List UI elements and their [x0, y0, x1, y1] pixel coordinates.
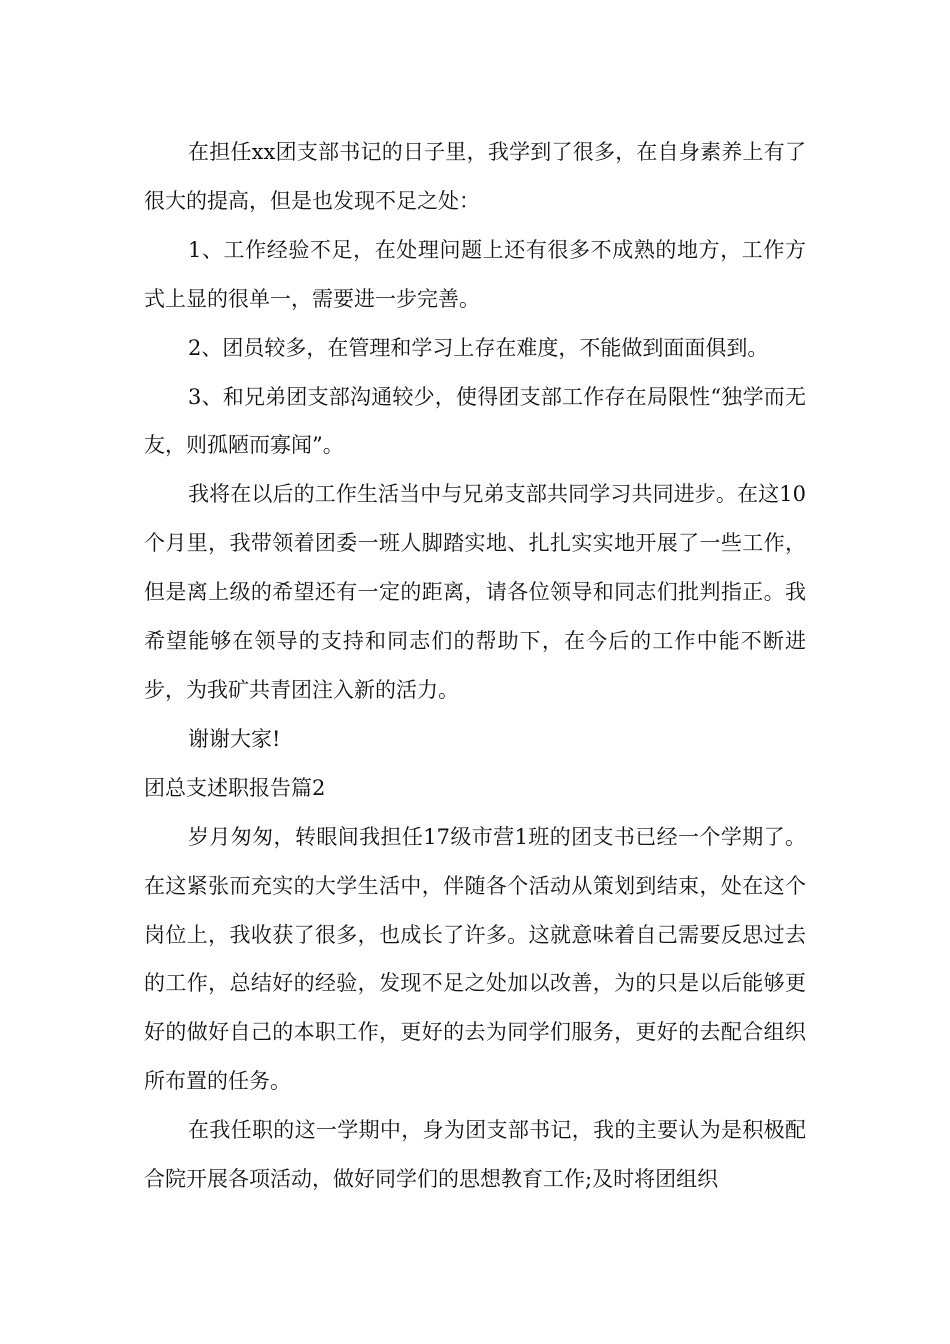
section-paragraph-2: 在我任职的这一学期中，身为团支部书记，我的主要认为是积极配合院开展各项活动，做好同学们的思想教育工作;及时将团组织	[144, 1118, 806, 1192]
paragraph-conclusion: 我将在以后的工作生活当中与兄弟支部共同学习共同进步。在这10个月里，我带领着团委一班人脚踏实地、扎扎实实地开展了一些工作，但是离上级的希望还有一定的距离，请各位领导和同志们批判指正。我希望能够在领导的支持和同志们的帮助下，在今后的工作中能不断进步，为我矿共青团注入新的活力。	[144, 482, 806, 702]
paragraph-point-1: 1、工作经验不足，在处理问题上还有很多不成熟的地方，工作方式上显的很单一，需要进一步完善。	[144, 237, 806, 311]
section-heading: 团总支述职报告篇2	[144, 775, 326, 800]
paragraph-intro: 在担任xx团支部书记的日子里，我学到了很多，在自身素养上有了很大的提高，但是也发现不足之处：	[144, 140, 806, 213]
paragraph-point-3: 3、和兄弟团支部沟通较少，使得团支部工作存在局限性“独学而无友，则孤陋而寡闻”。	[144, 384, 806, 458]
paragraph-point-2: 2、团员较多，在管理和学习上存在难度，不能做到面面俱到。	[188, 335, 769, 360]
document-body	[144, 128, 806, 1204]
paragraph-thanks: 谢谢大家!	[188, 726, 281, 751]
section-paragraph-1: 岁月匆匆，转眼间我担任17级市营1班的团支书已经一个学期了。在这紧张而充实的大学生活中，伴随各个活动从策划到结束，处在这个岗位上，我收获了很多，也成长了许多。这就意味着自己需要反思过去的工作，总结好的经验，发现不足之处加以改善，为的只是以后能够更好的做好自己的本职工作，更好的去为同学们服务，更好的去配合组织所布置的任务。	[144, 824, 806, 1094]
